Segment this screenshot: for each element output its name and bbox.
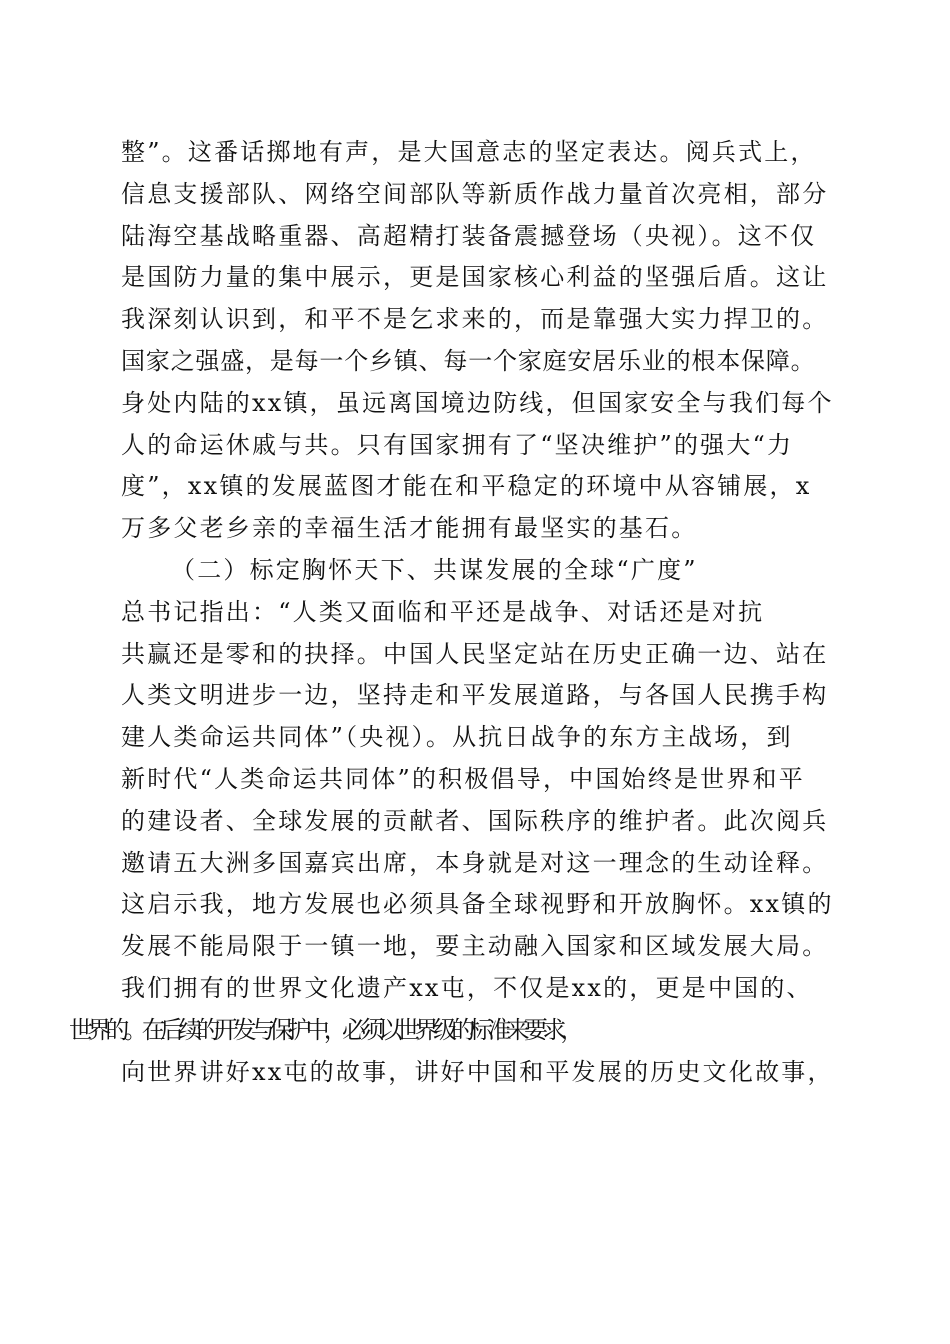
text-line: 整”。这番话掷地有声，是大国意志的坚定表达。阅兵式上， (121, 138, 817, 166)
text-line: 我们拥有的世界文化遗产xx屯，不仅是xx的，更是中国的、 (121, 973, 813, 1002)
text-line: 国家之强盛，是每一个乡镇、每一个家庭安居乐业的根本保障。 (121, 346, 816, 375)
text-line: 陆海空基战略重器、高超精打装备震撼登场（央视）。这不仅 (121, 221, 817, 250)
text-line: 这启示我，地方发展也必须具备全球视野和开放胸怀。xx镇的 (121, 890, 834, 919)
text-line: 世界的。在后续的开发与保护中，必须以世界级的标准来要求， (69, 1015, 579, 1044)
text-line: 发展不能局限于一镇一地，要主动融入国家和区域发展大局。 (121, 932, 829, 961)
text-line: 共赢还是零和的抉择。中国人民坚定站在历史正确一边、站在 (121, 639, 829, 668)
text-line: 度”，xx镇的发展蓝图才能在和平稳定的环境中从容铺展，x (121, 472, 812, 501)
text-line: 身处内陆的xx镇，虽远离国境边防线，但国家安全与我们每个 (121, 388, 834, 417)
text-line: 建人类命运共同体”（央视）。从抗日战争的东方主战场，到 (121, 723, 793, 752)
text-line: 是国防力量的集中展示，更是国家核心利益的坚强后盾。这让 (121, 263, 829, 292)
text-line: 的建设者、全球发展的贡献者、国际秩序的维护者。此次阅兵 (121, 806, 829, 835)
section-heading: （二）标定胸怀天下、共谋发展的全球“广度” (171, 555, 698, 584)
text-line: 总书记指出：“人类又面临和平还是战争、对话还是对抗 (121, 597, 765, 626)
text-line: 我深刻认识到，和平不是乞求来的，而是靠强大实力捍卫的。 (121, 305, 829, 334)
text-line: 邀请五大洲多国嘉宾出席，本身就是对这一理念的生动诠释。 (121, 848, 829, 877)
text-line: 人的命运休戚与共。只有国家拥有了“坚决维护”的强大“力 (121, 430, 794, 459)
text-line: 人类文明进步一边，坚持走和平发展道路，与各国人民携手构 (121, 681, 829, 710)
text-line: 新时代“人类命运共同体”的积极倡导，中国始终是世界和平 (121, 764, 805, 793)
text-line: 万多父老乡亲的幸福生活才能拥有最坚实的基石。 (121, 514, 698, 543)
text-line: 信息支援部队、网络空间部队等新质作战力量首次亮相，部分 (121, 179, 829, 208)
document-body (69, 132, 841, 1093)
text-line: 向世界讲好xx屯的故事，讲好中国和平发展的历史文化故事， (121, 1057, 834, 1086)
